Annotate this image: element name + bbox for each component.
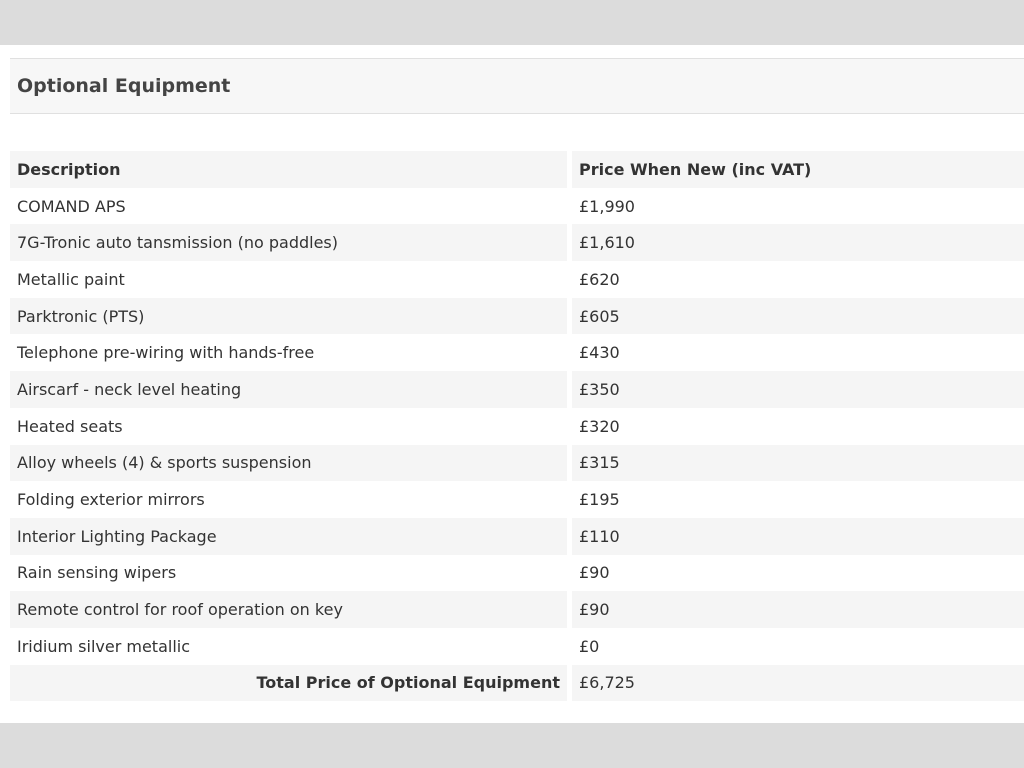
table-row [10, 334, 1024, 371]
table-header-row [10, 151, 1024, 188]
table-row [10, 628, 1024, 665]
section-title: Optional Equipment [17, 75, 231, 97]
table-row [10, 188, 1024, 225]
row-description: Parktronic (PTS) [10, 298, 572, 335]
row-description: 7G-Tronic auto tansmission (no paddles) [10, 224, 572, 261]
header-price: Price When New (inc VAT) [572, 151, 1024, 188]
table-row [10, 555, 1024, 592]
row-description: Iridium silver metallic [10, 628, 572, 665]
table-row [10, 481, 1024, 518]
row-description: Heated seats [10, 408, 572, 445]
table-row [10, 298, 1024, 335]
row-price: £315 [572, 445, 1024, 482]
row-price: £350 [572, 371, 1024, 408]
row-description: Metallic paint [10, 261, 572, 298]
row-price: £90 [572, 555, 1024, 592]
row-description: COMAND APS [10, 188, 572, 225]
row-description: Airscarf - neck level heating [10, 371, 572, 408]
total-row [10, 665, 1024, 702]
row-price: £195 [572, 481, 1024, 518]
row-price: £110 [572, 518, 1024, 555]
row-price: £605 [572, 298, 1024, 335]
row-price: £90 [572, 591, 1024, 628]
row-price: £1,990 [572, 188, 1024, 225]
row-price: £0 [572, 628, 1024, 665]
row-description: Folding exterior mirrors [10, 481, 572, 518]
table-row [10, 518, 1024, 555]
row-description: Telephone pre-wiring with hands-free [10, 334, 572, 371]
optional-equipment-table [10, 151, 1024, 701]
total-value: £6,725 [572, 665, 1024, 702]
total-label: Total Price of Optional Equipment [10, 665, 572, 702]
table-row [10, 591, 1024, 628]
row-price: £1,610 [572, 224, 1024, 261]
optional-equipment-panel [0, 45, 1024, 723]
row-price: £620 [572, 261, 1024, 298]
row-description: Rain sensing wipers [10, 555, 572, 592]
row-description: Remote control for roof operation on key [10, 591, 572, 628]
table-row [10, 261, 1024, 298]
row-description: Alloy wheels (4) & sports suspension [10, 445, 572, 482]
row-description: Interior Lighting Package [10, 518, 572, 555]
table-row [10, 371, 1024, 408]
header-description: Description [10, 151, 572, 188]
section-header [10, 58, 1024, 114]
row-price: £320 [572, 408, 1024, 445]
table-row [10, 445, 1024, 482]
row-price: £430 [572, 334, 1024, 371]
table-row [10, 408, 1024, 445]
table-row [10, 224, 1024, 261]
